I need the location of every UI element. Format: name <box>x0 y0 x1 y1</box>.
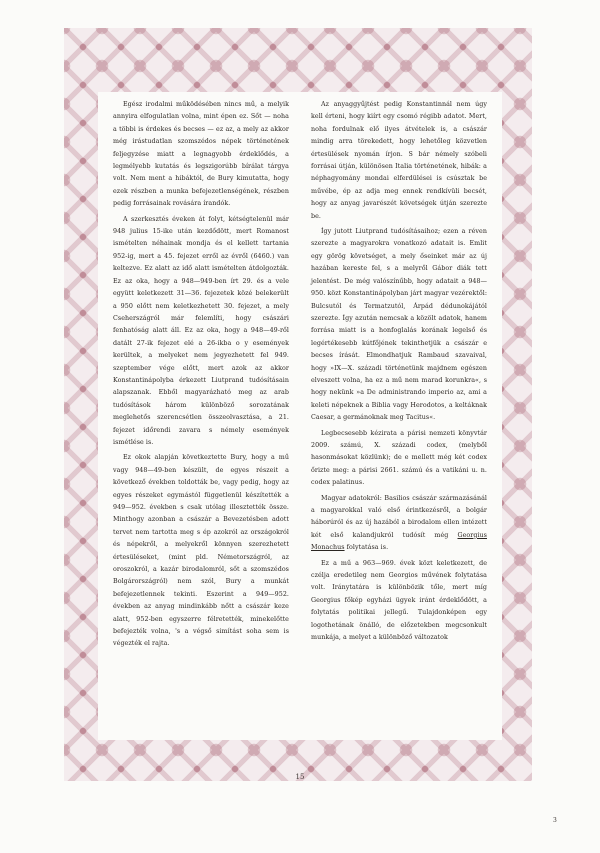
right-column <box>311 99 487 644</box>
paragraph-text: folytatása is. <box>346 544 389 552</box>
left-column <box>113 99 289 651</box>
page-number: 15 <box>295 773 305 781</box>
paragraph: Az anyaggyűjtést pedig Konstantinnál nem úgy kell érteni, hogy kiírt egy csomó régibb adatot. Mert, noha fordulnak elő ilyes átvételek is, a császár mindig arra törekedett, hogy lehetőleg közvetlen értesülések nyomán írjon. S bár némely szóbeli forrásai útján, különösen Italia történetének, hibák: a néphagyomány mondai elferdülései is csúsztak be művébe, ép az adja meg ennek rendkívüli becsét, hogy az anyag javarészét követségek útján szerezte be. <box>311 101 487 220</box>
paragraph: Legbecsesebb kézirata a párisi nemzeti könyvtár 2009. számú, X. századi codex, (melyből hasonmásokat közlünk); de e mellett még két codex őrizte meg: a párisi 2661. számú és a vatikáni u. n. codex palatinus. <box>311 429 487 487</box>
underlined-reference: Georgius Monachus <box>311 531 487 552</box>
paragraph: A szerkesztés éveken át folyt, kétségtelenül már 948 julius 15-ike után kezdődött, mert Romanost ismételten néhainak mondja és el kellett tartania 952-ig, mert a 45. fejezet erről az évről (6460.) van keltezve. Ez alatt az idő alatt ismételten átdolgozták. Ez az oka, hogy a 948—949-ben írt 29. és a vele együtt keletkezett 31—36. fejezetek közé belekerült a 950 előtt nem keletkezhetett 30. fejezet, a mely Cseherszágról már felemlíti, hogy császári fenhatóság alatt áll. Ez az oka, hogy a 948—49-ről datált 27-ik fejezet elé a 26-ikba o y események kerültek, a melyeket nem jegyezhetett fel 949. szeptember vége előtt, mert azok az akkor Konstantinápolyba érkezett Liutprand tudósításain alapszanak. Ebből magyarázható meg az arab tudósítások három különböző sorozatának meglehetős szerencsétlen összeolvasztása, a 21. fejezet időrendi zavara s némely események ismétlése is. <box>113 215 289 446</box>
paragraph: Egész irodalmi működésében nincs mű, a melyik annyira elfogulatlan volna, mint épen ez. Sőt — noha a többi is érdekes és becses — ez az, a mely az akkor még irástudatlan szomszédos népek történetének feljegyzése miatt a legnagyobb érdeklődés, a legmélyebb kutatás és legszigorúbb bírálat tárgya volt. Nem ment a hibáktól, de Bury kimutatta, hogy ezek részben a munka befejezetlenségének, részben pedig forrásainak rovására írandók. <box>113 101 289 208</box>
corner-page-number: 3 <box>553 817 557 824</box>
paragraph: Ez a mű a 963—969. évek közt keletkezett, de czélja eredetileg nem Georgios művének folytatása volt. Iránytatára is különbözik tőle, mert míg Georgius főkép egyházi ügyek iránt érdeklődött, a folytatás politikai jellegű. Tulajdonképen egy logothetának önálló, de előzetekben megcsonkult munkája, a melyet a különböző változatok <box>311 559 487 642</box>
paragraph: Ez okok alapján következtette Bury, hogy a mű vagy 948—49-ben készült, de egyes részeit a következő években toldották be, vagy pedig, hogy az egyes részeket egymástól függetlenül készítették a 949—952. években s csak utólag illesztették össze. Minthogy azonban a császár a Bevezetésben adott tervet nem tartotta meg s ép azokról az országokról és népekről, a melyekről könnyen szerezhetett értesüléseket, (mint pld. Németországról, az oroszokról, a kazár birodalomról, sőt a szomszédos Bolgárországról) nem szól, Bury a munkát befejezetlennek tekinti. Eszerint a 949—952. években az anyag mindinkább nőtt a császár keze alatt, 952-ben egyszerre félretették, minekelőtte befejezték volna, 's a végső simítást soha sem is végezték el rajta. <box>113 454 289 648</box>
paragraph-text: Magyar adatokról: Basilios császár származásánál a magyarokkal való első érintkezésről, a bolgár háborúról és az új hazából a birodalom ellen intézett két első kalandjukról tudósít még <box>311 494 487 539</box>
paragraph-with-reference <box>311 493 487 555</box>
paragraph: Így jutott Liutprand tudósításaihoz; ezen a réven szerezte a magyarokra vonatkozó adatait is. Emlit egy görög követséget, a mely őseinket már az új hazában kereste fel, s a melyről Gábor diák tett jelentést. De még valószínűbb, hogy adatait a 948—950. közt Konstantinápolyban járt magyar vezérektől: Bulcsutól és Termatzutól, Árpád dédunokájától szerezte. Így azután nemcsak a közölt adatok, hanem forrása miatt is a honfoglalás korának legelső és legértékesebb kútfőjének tekinthetjük a császár e becses írását. Elmondhatjuk Rambaud szavaival, hogy »IX—X. századi történetünk majdnem egészen elveszett volna, ha ez a mű nem marad korunkra«, s hogy nekünk »a De administrando imperio az, ami a keleti népeknek a Biblia vagy Herodotos, a keltáknak Caesar, a germánoknak meg Tacitus«. <box>311 228 487 422</box>
